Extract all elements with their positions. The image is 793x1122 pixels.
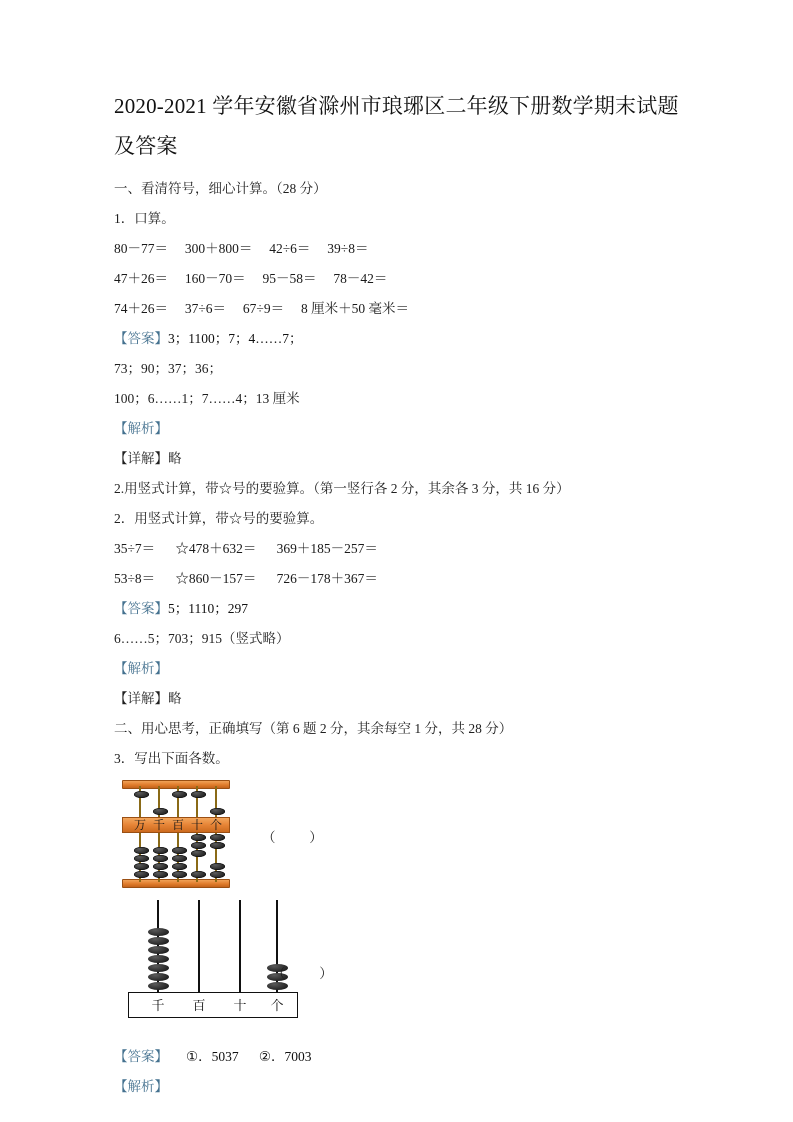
abacus-bead-lower-bai-3 xyxy=(172,863,187,870)
abacus-bead-upper-qian xyxy=(153,808,168,815)
abacus-bead-lower-shi-2 xyxy=(191,842,206,849)
abacus-bead-lower-qian-4 xyxy=(153,871,168,878)
abacus-bead-upper-ge xyxy=(210,808,225,815)
chart-rod-shi xyxy=(239,900,241,992)
abacus-bead-upper-bai xyxy=(172,791,187,798)
question-1-answer-line-3: 100；6……1；7……4；13 厘米 xyxy=(114,391,300,406)
answer-label: 【答案】 xyxy=(114,1049,168,1064)
abacus-bead-lower-shi-1 xyxy=(191,834,206,841)
question-1-row-1: 80－77＝ 300＋800＝ 42÷6＝ 39÷8＝ xyxy=(114,241,369,256)
question-1-row-3: 74＋26＝ 37÷6＝ 67÷9＝ 8 厘米＋50 毫米＝ xyxy=(114,301,409,316)
question-3-analysis-label: 【解析】 xyxy=(114,1079,168,1094)
section-two-heading: 二、用心思考，正确填写（第 6 题 2 分，其余每空 1 分，共 28 分） xyxy=(114,721,513,736)
question-1-answer xyxy=(114,324,684,354)
abacus-bead-lower-bai-2 xyxy=(172,855,187,862)
chart-bead-qian-2 xyxy=(148,937,169,945)
question-1-label: 1．口算。 xyxy=(114,211,175,226)
abacus-bead-lower-ge-1 xyxy=(210,834,225,841)
chart-bead-ge-3 xyxy=(267,982,288,990)
question-2-answer xyxy=(114,594,684,624)
abacus-bead-lower-wan-3 xyxy=(134,863,149,870)
chart-label-bai: 百 xyxy=(192,998,206,1013)
chart-label-box xyxy=(128,992,298,1018)
abacus-divider-bar xyxy=(122,817,230,833)
answer-blank-1[interactable]: （ ） xyxy=(262,830,323,845)
answer-label: 【答案】 xyxy=(114,331,168,346)
chart-label-qian: 千 xyxy=(151,998,165,1013)
question-2-answer-line-2: 6……5；703；915（竖式略） xyxy=(114,631,290,646)
question-3-figures xyxy=(114,780,684,1042)
abacus-bead-lower-ge-3 xyxy=(210,863,225,870)
abacus-bead-lower-wan-2 xyxy=(134,855,149,862)
place-value-chart-figure xyxy=(128,900,298,1020)
abacus-bead-lower-qian-3 xyxy=(153,863,168,870)
abacus-label-qian: 千 xyxy=(152,818,165,832)
abacus-label-wan: 万 xyxy=(133,818,146,832)
chart-bead-qian-5 xyxy=(148,964,169,972)
question-1-detail: 【详解】略 xyxy=(114,451,182,466)
abacus-bead-upper-shi xyxy=(191,791,206,798)
question-2-scoring: 2.用竖式计算，带☆号的要验算。（第一竖行各 2 分，其余各 3 分，共 16 分） xyxy=(114,481,570,496)
abacus-bead-lower-wan-4 xyxy=(134,871,149,878)
question-2-row-2: 53÷8＝ ☆860－157＝ 726－178＋367＝ xyxy=(114,571,378,586)
abacus-bead-lower-bai-1 xyxy=(172,847,187,854)
chart-bead-qian-3 xyxy=(148,946,169,954)
question-2-label: 2．用竖式计算，带☆号的要验算。 xyxy=(114,511,324,526)
abacus-bead-upper-wan xyxy=(134,791,149,798)
chart-label-ge: 个 xyxy=(270,998,284,1013)
abacus-figure xyxy=(122,780,230,888)
question-2-analysis-label: 【解析】 xyxy=(114,661,168,676)
chart-label-shi: 十 xyxy=(233,998,247,1013)
question-1-analysis-label: 【解析】 xyxy=(114,421,168,436)
answer-label: 【答案】 xyxy=(114,601,168,616)
answer-blank-2[interactable]: （ ） xyxy=(272,966,333,981)
abacus-bead-lower-ge-4 xyxy=(210,871,225,878)
answer-text: ①．5037 ②．7003 xyxy=(186,1049,312,1064)
abacus-bead-lower-shi-3 xyxy=(191,850,206,857)
question-1-answer-line-2: 73；90；37；36； xyxy=(114,361,222,376)
chart-bead-qian-7 xyxy=(148,982,169,990)
answer-text: 5；1110；297 xyxy=(168,601,248,616)
abacus-bead-lower-qian-1 xyxy=(153,847,168,854)
answer-text: 3；1100；7；4……7； xyxy=(168,331,303,346)
abacus-bead-lower-qian-2 xyxy=(153,855,168,862)
section-one-heading: 一、看清符号，细心计算。（28 分） xyxy=(114,181,327,196)
chart-rod-bai xyxy=(198,900,200,992)
question-2-row-1: 35÷7＝ ☆478＋632＝ 369＋185－257＝ xyxy=(114,541,378,556)
abacus-label-bai: 百 xyxy=(171,818,184,832)
question-3-label: 3．写出下面各数。 xyxy=(114,751,229,766)
document-content xyxy=(114,86,684,1102)
abacus-bead-lower-wan-1 xyxy=(134,847,149,854)
chart-bead-qian-1 xyxy=(148,928,169,936)
chart-bead-qian-6 xyxy=(148,973,169,981)
abacus-bead-lower-shi-4 xyxy=(191,871,206,878)
abacus-bead-lower-bai-4 xyxy=(172,871,187,878)
chart-bead-qian-4 xyxy=(148,955,169,963)
abacus-bead-lower-ge-2 xyxy=(210,842,225,849)
question-3-answer xyxy=(114,1042,684,1072)
abacus-label-ge: 个 xyxy=(209,818,222,832)
question-2-detail: 【详解】略 xyxy=(114,691,182,706)
abacus-label-shi: 十 xyxy=(190,818,203,832)
question-1-row-2: 47＋26＝ 160－70＝ 95－58＝ 78－42＝ xyxy=(114,271,388,286)
page-title: 2020-2021 学年安徽省滁州市琅琊区二年级下册数学期末试题及答案 xyxy=(114,94,679,158)
